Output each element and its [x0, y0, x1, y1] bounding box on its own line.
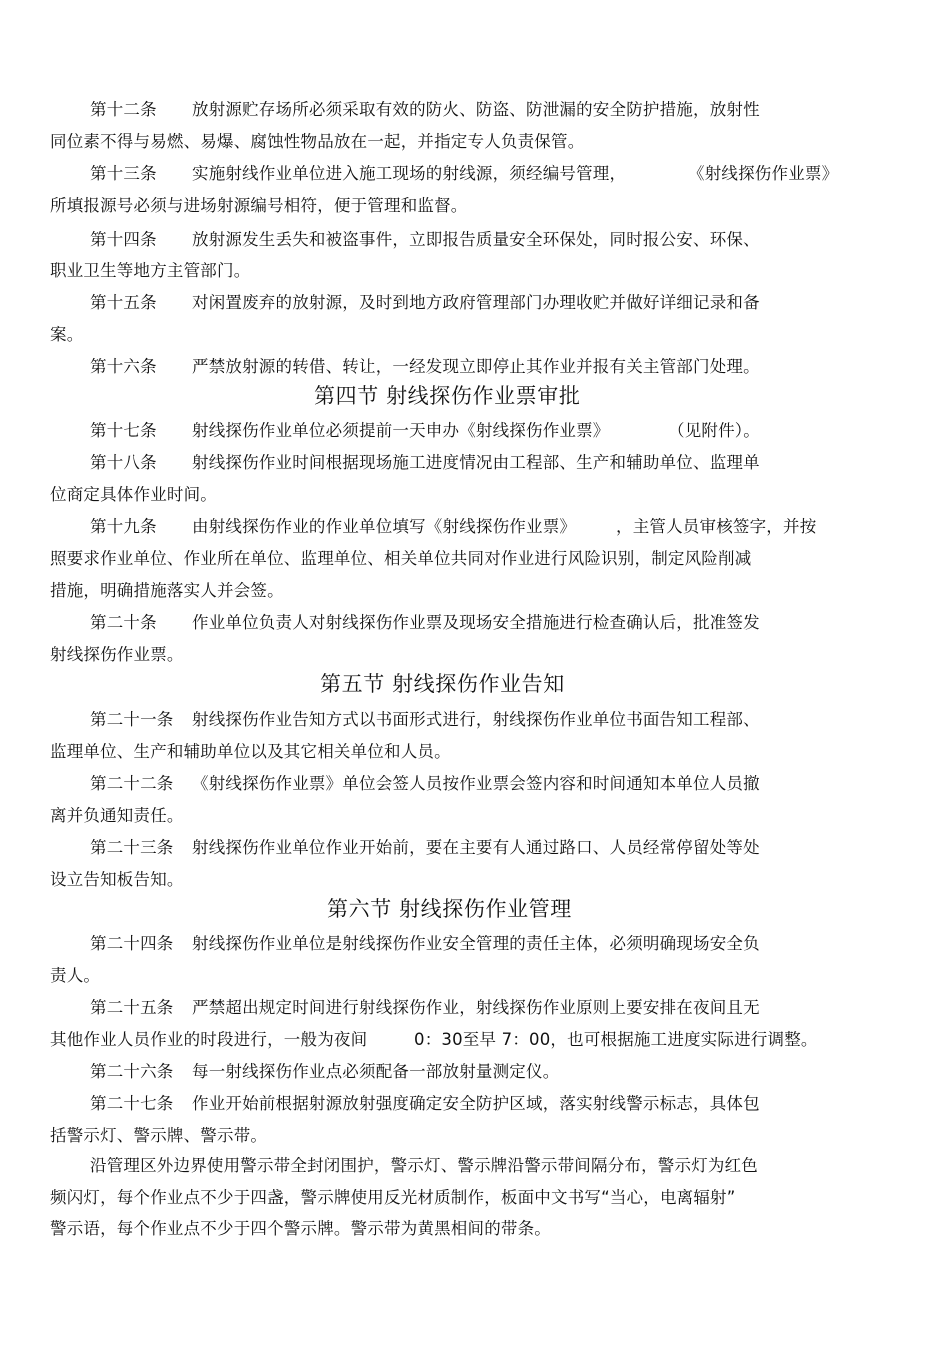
- article-text: 职业卫生等地方主管部门。: [50, 261, 251, 280]
- section-5-heading: 第五节 射线探伤作业告知: [320, 672, 565, 696]
- article-19-line-2: [50, 548, 751, 570]
- article-22-line-1: [90, 773, 760, 795]
- article-text: 设立告知板告知。: [50, 870, 184, 889]
- article-text: 照要求作业单位、作业所在单位、监理单位、相关单位共同对作业进行风险识别，制定风险削减: [50, 549, 752, 568]
- article-17-line-1: [90, 420, 760, 442]
- article-text: ，主管人员审核签字，并按: [616, 517, 817, 536]
- article-text: 《射线探伤作业票》单位会签人员按作业票会签内容和时间通知本单位人员撤: [192, 774, 760, 793]
- article-12-line-2: [50, 131, 584, 153]
- article-27-line-1: [90, 1093, 760, 1115]
- article-25-line-1: [90, 997, 760, 1019]
- article-text: 射线探伤作业单位作业开始前，要在主要有人通过路口、人员经常停留处等处: [192, 838, 760, 857]
- article-number: 第二十一条: [90, 710, 174, 729]
- article-text: 责人。: [50, 966, 101, 985]
- article-text: 措施，明确措施落实人并会签。: [50, 581, 284, 600]
- paragraph-line-2: [50, 1187, 736, 1209]
- article-19-line-1: [90, 516, 816, 538]
- article-text: 由射线探伤作业的作业单位填写《射线探伤作业票》: [192, 517, 577, 536]
- article-number: 第十五条: [90, 293, 157, 312]
- article-16-line-1: [90, 356, 760, 378]
- article-number: 第十六条: [90, 357, 157, 376]
- paragraph-line-1: [90, 1155, 758, 1177]
- article-text: 对闲置废弃的放射源，及时到地方政府管理部门办理收贮并做好详细记录和备: [192, 293, 760, 312]
- article-number: 第十八条: [90, 453, 157, 472]
- article-14-line-1: [90, 229, 760, 251]
- article-text: 射线探伤作业时间根据现场施工进度情况由工程部、生产和辅助单位、监理单: [192, 453, 760, 472]
- article-text: 监理单位、生产和辅助单位以及其它相关单位和人员。: [50, 742, 451, 761]
- article-21-line-1: [90, 709, 760, 731]
- section-6-heading: 第六节 射线探伤作业管理: [327, 897, 572, 921]
- article-text: 射线探伤作业单位必须提前一天申办《射线探伤作业票》: [192, 421, 610, 440]
- article-number: 第二十五条: [90, 998, 174, 1017]
- paragraph-text: 沿管理区外边界使用警示带全封闭围护，警示灯、警示牌沿警示带间隔分布，警示灯为红色: [90, 1156, 758, 1175]
- article-text: 位商定具体作业时间。: [50, 485, 217, 504]
- article-26-line-1: [90, 1061, 559, 1083]
- article-text: 所填报源号必须与进场射源编号相符，便于管理和监督。: [50, 196, 468, 215]
- article-13-line-1: [90, 163, 838, 185]
- article-text: 括警示灯、警示牌、警示带。: [50, 1126, 268, 1145]
- article-21-line-2: [50, 741, 451, 763]
- article-text: 同位素不得与易燃、易爆、腐蚀性物品放在一起，并指定专人负责保管。: [50, 132, 585, 151]
- article-number: 第二十条: [90, 613, 157, 632]
- article-text: 其他作业人员作业的时段进行，一般为夜间: [50, 1030, 368, 1049]
- article-19-line-3: [50, 580, 284, 602]
- article-text: 放射源贮存场所必须采取有效的防火、防盗、防泄漏的安全防护措施，放射性: [192, 100, 760, 119]
- article-text: 严禁超出规定时间进行射线探伤作业，射线探伤作业原则上要安排在夜间且无: [192, 998, 760, 1017]
- article-15-line-2: [50, 324, 83, 346]
- article-text: 案。: [50, 325, 84, 344]
- article-number: 第二十三条: [90, 838, 174, 857]
- article-25-line-2: [50, 1029, 818, 1051]
- article-number: 第二十六条: [90, 1062, 174, 1081]
- article-14-line-2: [50, 260, 250, 282]
- article-text: 作业开始前根据射源放射强度确定安全防护区域，落实射线警示标志，具体包: [192, 1094, 760, 1113]
- article-23-line-2: [50, 869, 184, 891]
- article-text: （见附件）。: [668, 421, 760, 440]
- article-number: 第十三条: [90, 164, 157, 183]
- paragraph-line-3: [50, 1218, 551, 1240]
- section-4-heading: 第四节 射线探伤作业票审批: [314, 384, 581, 408]
- paragraph-text: 警示语，每个作业点不少于四个警示牌。警示带为黄黑相间的带条。: [50, 1219, 551, 1238]
- article-text: 每一射线探伤作业点必须配备一部放射量测定仪。: [192, 1062, 560, 1081]
- article-text: 射线探伤作业单位是射线探伤作业安全管理的责任主体，必须明确现场安全负: [192, 934, 760, 953]
- paragraph-text: 频闪灯，每个作业点不少于四盏，警示牌使用反光材质制作，板面中文书写“当心，电离辐射”: [50, 1188, 736, 1207]
- article-text: 射线探伤作业告知方式以书面形式进行，射线探伤作业单位书面告知工程部、: [192, 710, 760, 729]
- article-23-line-1: [90, 837, 760, 859]
- article-27-line-2: [50, 1125, 267, 1147]
- article-13-line-2: [50, 195, 468, 217]
- article-text: 0：30至早 7：00，也可根据施工进度实际进行调整。: [414, 1030, 818, 1049]
- article-number: 第二十四条: [90, 934, 174, 953]
- article-text: 放射源发生丢失和被盗事件，立即报告质量安全环保处，同时报公安、环保、: [192, 230, 760, 249]
- article-18-line-2: [50, 484, 217, 506]
- article-text: 《射线探伤作业票》: [688, 164, 839, 183]
- article-12-line-1: [90, 99, 760, 121]
- article-20-line-1: [90, 612, 760, 634]
- article-text: 实施射线作业单位进入施工现场的射线源，须经编号管理，: [192, 164, 627, 183]
- article-18-line-1: [90, 452, 760, 474]
- article-22-line-2: [50, 805, 184, 827]
- article-text: 作业单位负责人对射线探伤作业票及现场安全措施进行检查确认后，批准签发: [192, 613, 760, 632]
- article-text: 离并负通知责任。: [50, 806, 184, 825]
- article-number: 第二十二条: [90, 774, 174, 793]
- article-number: 第十七条: [90, 421, 157, 440]
- article-24-line-1: [90, 933, 760, 955]
- article-number: 第二十七条: [90, 1094, 174, 1113]
- article-number: 第十四条: [90, 230, 157, 249]
- article-text: 严禁放射源的转借、转让，一经发现立即停止其作业并报有关主管部门处理。: [192, 357, 760, 376]
- article-number: 第十九条: [90, 517, 157, 536]
- article-24-line-2: [50, 965, 100, 987]
- article-15-line-1: [90, 292, 760, 314]
- article-text: 射线探伤作业票。: [50, 645, 184, 664]
- article-number: 第十二条: [90, 100, 157, 119]
- article-20-line-2: [50, 644, 184, 666]
